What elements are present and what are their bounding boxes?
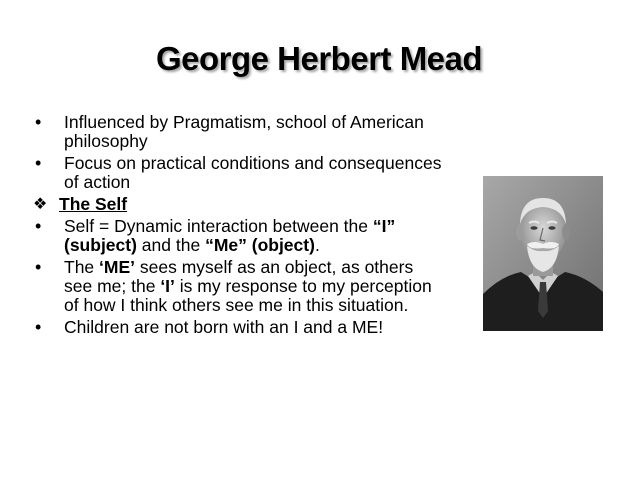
list-item-heading: [35, 195, 445, 214]
bold-run: “Me” (object): [205, 235, 315, 255]
bold-run: ‘ME’: [99, 257, 136, 277]
section-heading: The Self: [59, 194, 128, 214]
bullet-text: Influenced by Pragmatism, school of American philosophy: [64, 112, 424, 151]
bullet-marker: •: [35, 216, 42, 236]
text-run: and the: [136, 235, 206, 255]
bullet-list: [35, 113, 445, 340]
list-item: [35, 318, 445, 337]
bullet-marker: •: [35, 153, 42, 173]
text-run: .: [314, 235, 320, 255]
bullet-text: Children are not born with an I and a ME!: [64, 317, 384, 337]
bullet-text: [64, 216, 395, 255]
diamond-bullet-icon: ❖: [33, 196, 48, 213]
bullet-marker: •: [35, 112, 42, 132]
text-run: sees myself as an object, as others see me; the: [64, 257, 414, 296]
text-run: is my response to my perception of how I think others see me in this situation.: [64, 276, 432, 315]
slide-title: George Herbert Mead: [155, 40, 483, 77]
portrait-illustration: [483, 176, 603, 331]
bullet-text: [64, 257, 432, 315]
bullet-marker: •: [35, 317, 42, 337]
list-item: [35, 217, 445, 255]
bullet-marker: •: [35, 257, 42, 277]
text-run: Self = Dynamic interaction between the: [64, 216, 373, 236]
text-run: The: [64, 257, 100, 277]
portrait-photo: [483, 176, 603, 331]
bold-run: ‘I’: [160, 276, 175, 296]
bold-run: “I” (subject): [64, 216, 396, 255]
list-item: [35, 154, 445, 192]
list-item: [35, 113, 445, 151]
bullet-text: Focus on practical conditions and consequences of action: [64, 153, 442, 192]
list-item: [35, 258, 445, 315]
